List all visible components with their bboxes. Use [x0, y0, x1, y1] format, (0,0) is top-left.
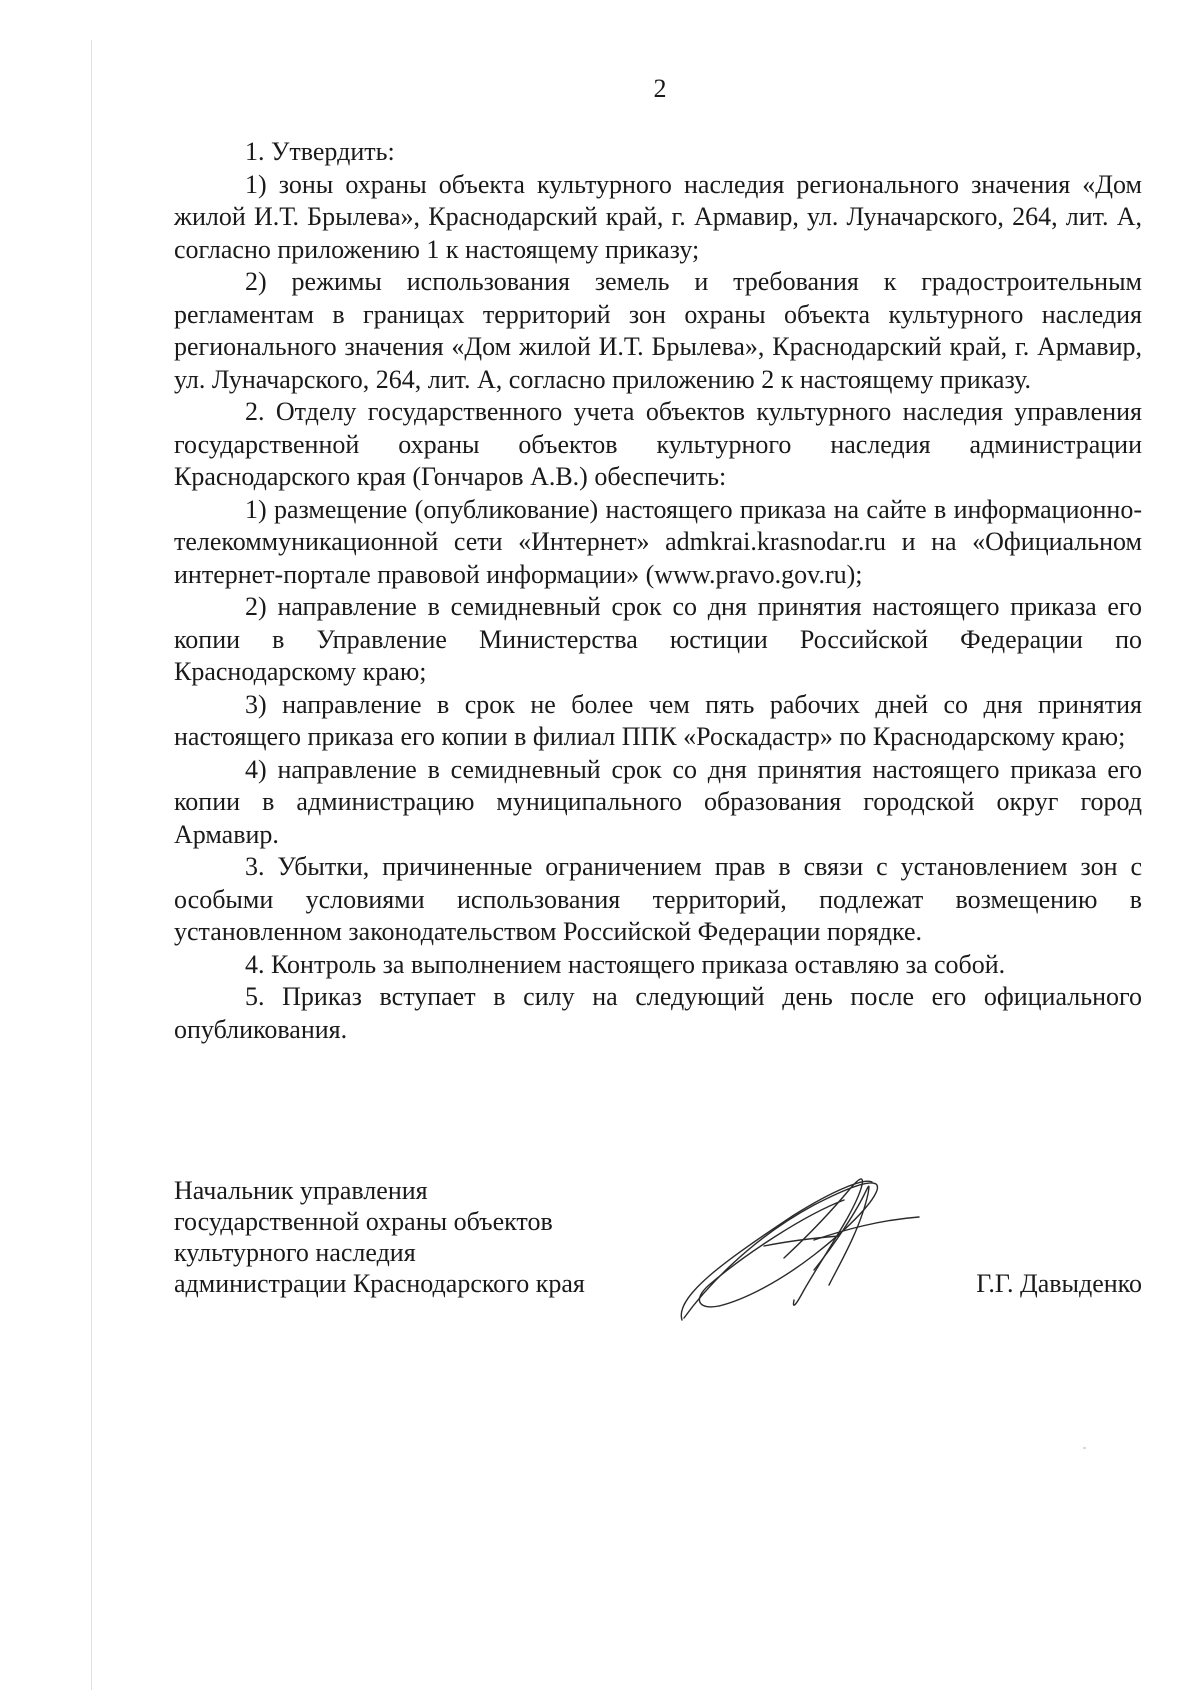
order-body — [174, 136, 1142, 1046]
paragraph-control: 4. Контроль за выполнением настоящего приказа оставляю за собой. — [245, 949, 1006, 979]
signer-position — [174, 1175, 585, 1299]
paragraph-losses: 3. Убытки, причиненные ограничением прав в связи с установлением зон с особыми условиями использования территорий, подлежат возмещению в установленном законодательством Российской Федерации порядке. — [174, 852, 1142, 946]
signer-name: Г.Г. Давыденко — [976, 1269, 1142, 1298]
signer-position-line: государственной охраны объектов — [174, 1207, 553, 1236]
paragraph-department-tasks: 2. Отделу государственного учета объектов культурного наследия управления государственной охраны объектов культурного наследия администрации Краснодарского края (Гончаров А.В.) обеспечить: — [174, 397, 1142, 491]
signer-position-line: администрации Краснодарского края — [174, 1269, 585, 1298]
signer-position-line: культурного наследия — [174, 1238, 416, 1267]
paragraph-approve-item-2: 2) режимы использования земель и требования к градостроительным регламентам в границах территорий зон охраны объекта культурного наследия регионального значения «Дом жилой И.Т. Брылева», Краснодарский край, г. Армавир, ул. Луначарского, 264, лит. А, согласно приложению 2 к настоящему приказу. — [174, 267, 1142, 394]
page-number: 2 — [653, 74, 667, 103]
scan-artifact — [1083, 1447, 1086, 1449]
handwritten-signature-icon — [664, 1160, 934, 1330]
signature-block — [174, 1175, 1142, 1345]
paragraph-task-item-4: 4) направление в семидневный срок со дня принятия настоящего приказа его копии в администрацию муниципального образования городской округ город Армавир. — [174, 754, 1142, 849]
paragraph-approve: 1. Утвердить: — [245, 137, 395, 166]
scan-margin-line — [91, 40, 92, 1690]
paragraph-task-item-2: 2) направление в семидневный срок со дня принятия настоящего приказа его копии в Управление Министерства юстиции Российской Федерации по Краснодарскому краю; — [174, 592, 1142, 686]
paragraph-task-item-3: 3) направление в срок не более чем пять рабочих дней со дня принятия настоящего приказа его копии в филиал ППК «Роскадастр» по Краснодарскому краю; — [174, 689, 1142, 751]
paragraph-task-item-1: 1) размещение (опубликование) настоящего приказа на сайте в информационно-телекоммуникационной сети «Интернет» admkrai.krasnodar.ru и на «Официальном интернет-портале правовой информации» (www.pravo.gov.ru); — [174, 494, 1142, 589]
signer-position-line: Начальник управления — [174, 1176, 428, 1205]
paragraph-approve-item-1: 1) зоны охраны объекта культурного наследия регионального значения «Дом жилой И.Т. Брылева», Краснодарский край, г. Армавир, ул. Луначарского, 264, лит. А, согласно приложению 1 к настоящему приказу; — [174, 169, 1142, 264]
paragraph-effective-date: 5. Приказ вступает в силу на следующий день после его официального опубликования. — [174, 982, 1142, 1044]
